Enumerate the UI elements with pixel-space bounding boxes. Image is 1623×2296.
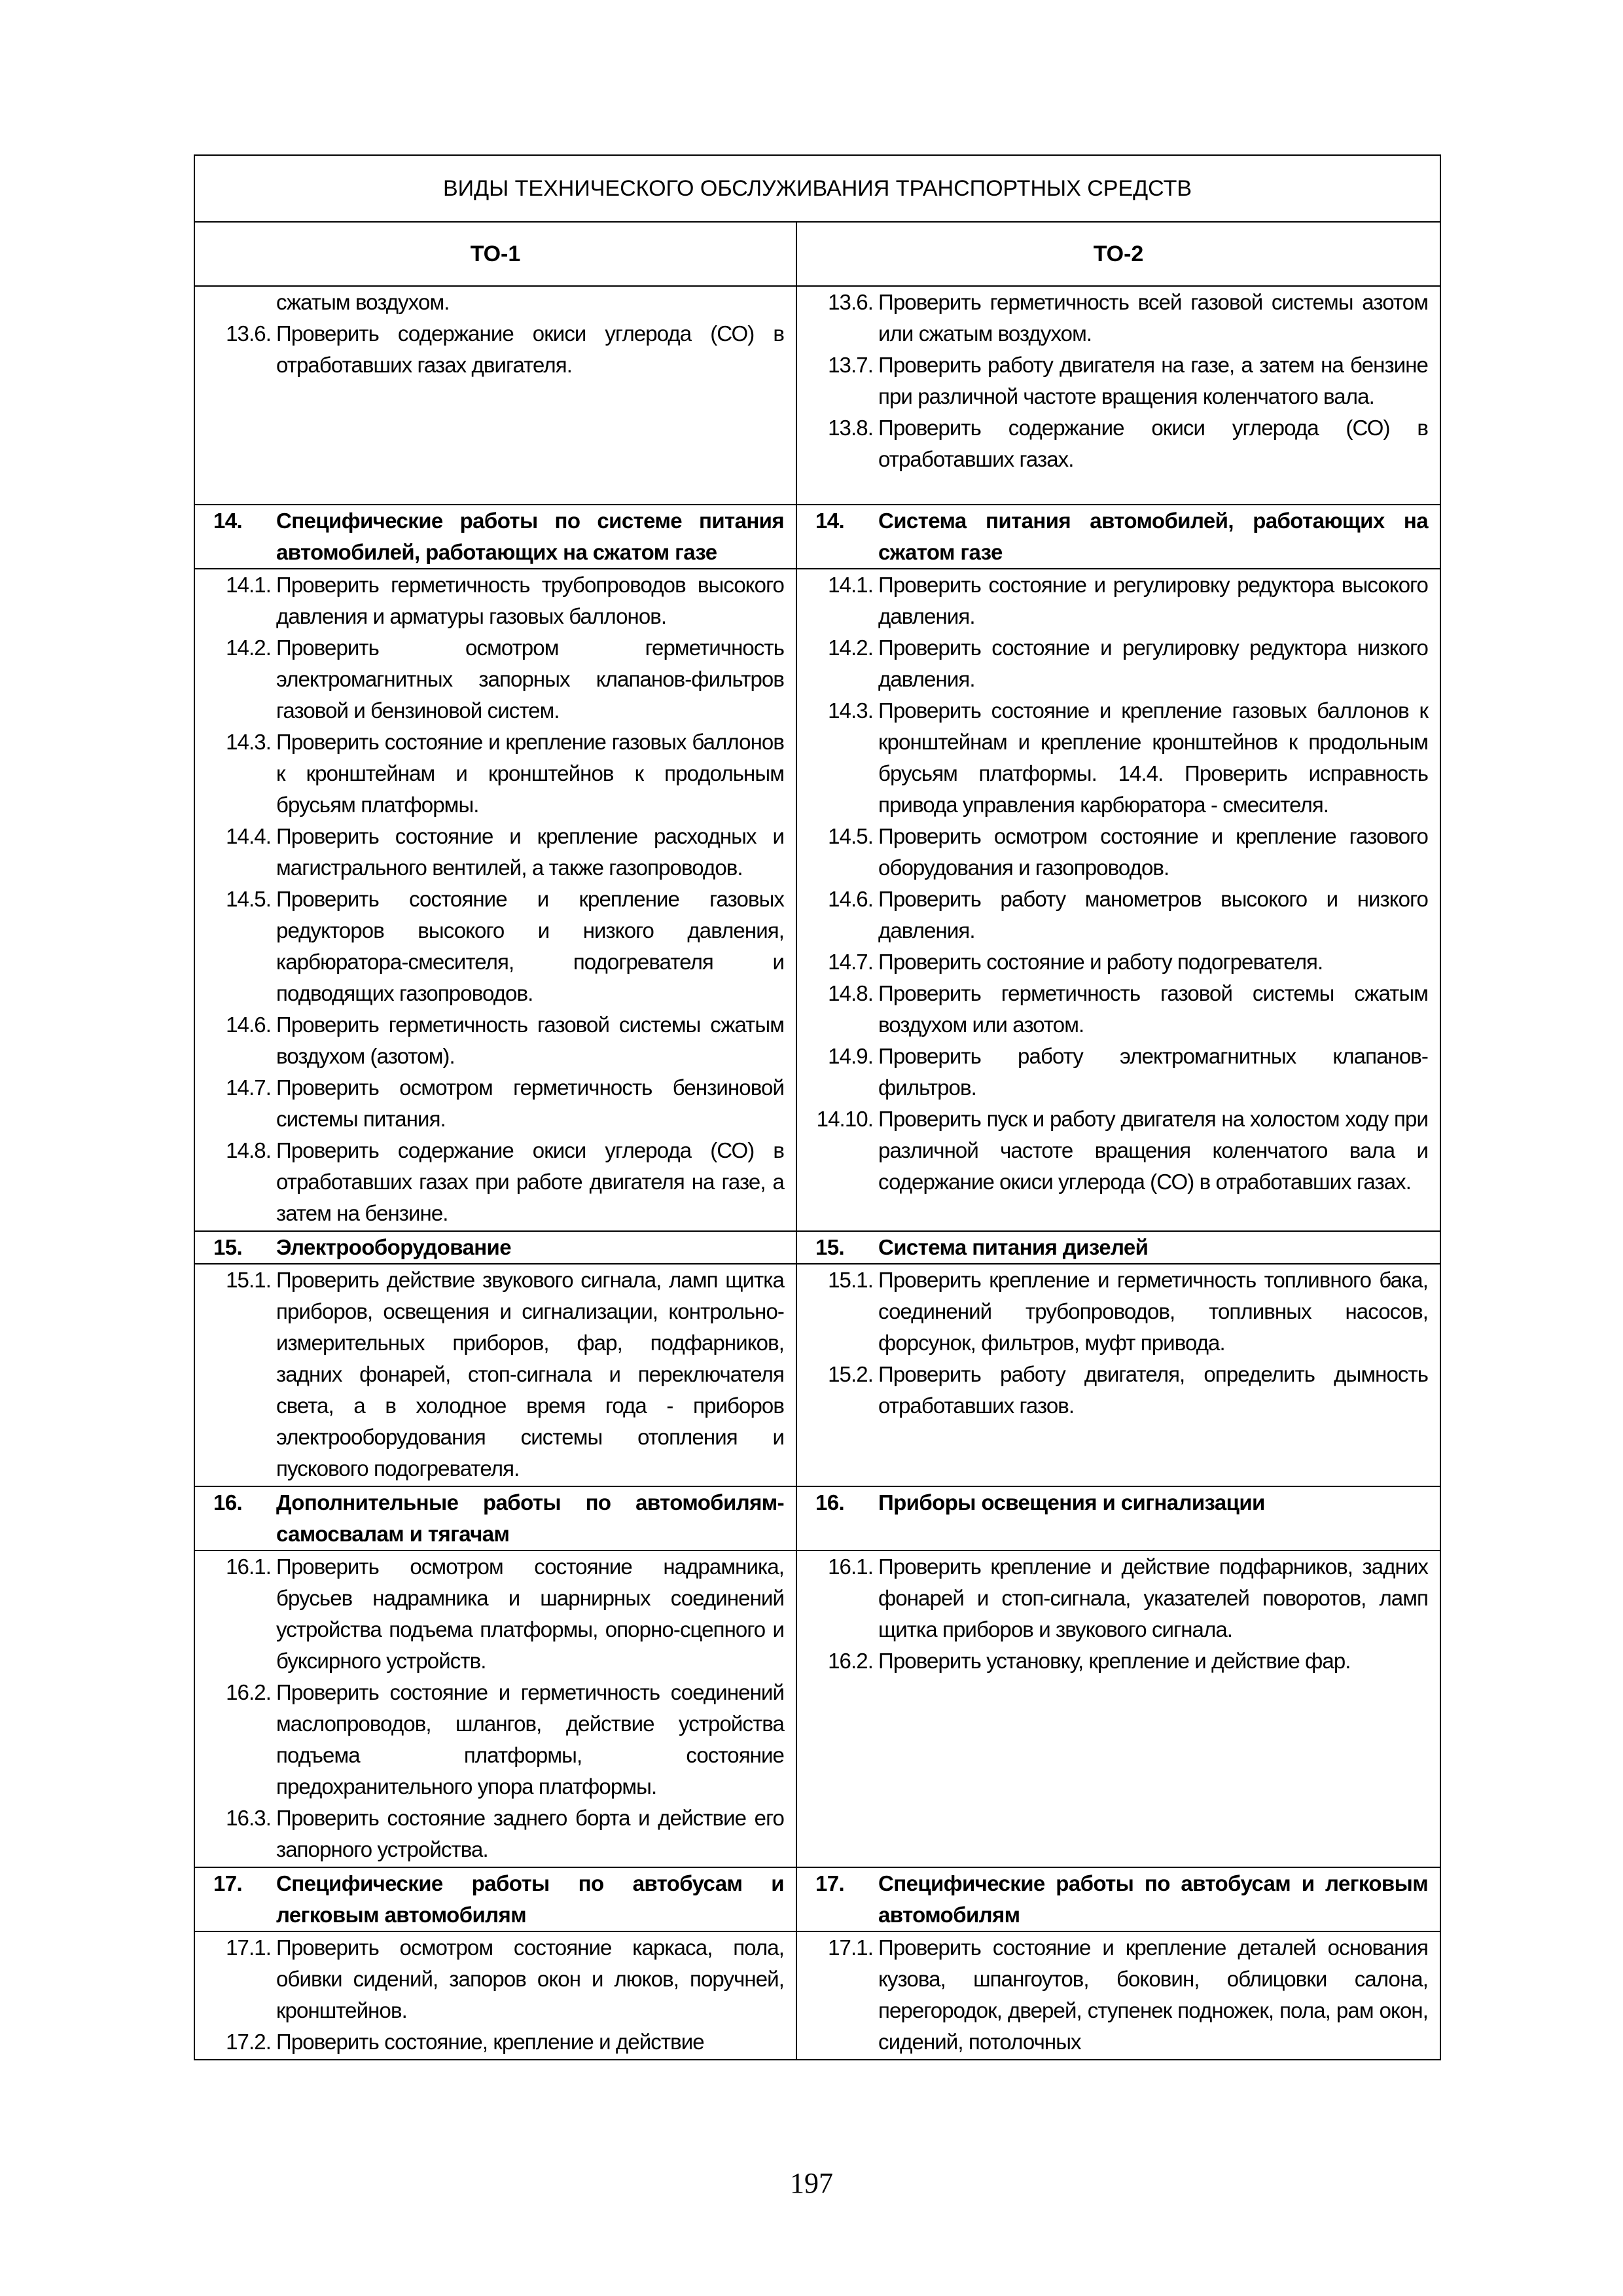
- to2-section-16-header: 16. Приборы освещения и сигнализации: [796, 1486, 1440, 1551]
- to1-section-15-header: 15. Электрооборудование: [194, 1231, 796, 1264]
- page-number: 197: [790, 2167, 833, 2199]
- maintenance-table: [194, 154, 1441, 2060]
- to2-cell-s15: [796, 1264, 1440, 1486]
- to1-cell-s15: [194, 1264, 796, 1486]
- list-item: 17.2. Проверить состояние, крепление и действие: [226, 2030, 704, 2054]
- to2-section-14-header: 14. Система питания автомобилей, работающих на сжатом газе: [796, 505, 1440, 569]
- list-item: 14.1. Проверить состояние и регулировку редуктора высокого давления.: [828, 573, 1429, 628]
- list-item: 14.4. Проверить состояние и крепление расходных и магистрального вентилей, а также газопроводов.: [226, 824, 784, 880]
- list-item: 13.8. Проверить содержание окиси углерода (СО) в отработавших газах.: [828, 416, 1429, 471]
- list-item: 16.1. Проверить осмотром состояние надрамника, брусьев надрамника и шарнирных соединений устройства подъема платформы, опорно-сцепного и буксирного устройств.: [226, 1554, 784, 1673]
- list-item: 14.9. Проверить работу электромагнитных клапанов-фильтров.: [828, 1044, 1429, 1100]
- list-item: 14.3. Проверить состояние и крепление газовых баллонов к кронштейнам и кронштейнов к продольным брусьям платформы.: [226, 730, 784, 817]
- to1-section-14-header: 14. Специфические работы по системе питания автомобилей, работающих на сжатом газе: [194, 505, 796, 569]
- to2-section-17-header: 17. Специфические работы по автобусам и легковым автомобилям: [796, 1867, 1440, 1931]
- list-item: 14.7. Проверить осмотром герметичность бензиновой системы питания.: [226, 1075, 784, 1131]
- list-item: 14.3. Проверить состояние и крепление газовых баллонов к кронштейнам и крепление кронштейнов к продольным брусьям платформы. 14.4. Проверить исправность привода управления карбюратора - смесителя.: [828, 698, 1429, 817]
- list-item: 14.10. Проверить пуск и работу двигателя на холостом ходу при различной частоте вращения коленчатого вала и содержание окиси углерода (СО) в отработавших газах.: [816, 1107, 1429, 1194]
- list-item: 14.6. Проверить работу манометров высокого и низкого давления.: [828, 887, 1429, 942]
- to2-cell-s17: [796, 1931, 1440, 2060]
- to2-cell-s14: [796, 569, 1440, 1231]
- list-item: 15.1. Проверить действие звукового сигнала, ламп щитка приборов, освещения и сигнализации, контрольно-измерительных приборов, фар, подфарников, задних фонарей, стоп-сигнала и переключателя света, а в холодное время года - приборов электрооборудования системы отопления и пускового подогревателя.: [226, 1268, 784, 1480]
- to1-cell-s16: [194, 1551, 796, 1867]
- list-item: сжатым воздухом.: [276, 290, 450, 314]
- list-item: 13.6. Проверить содержание окиси углерода (СО) в отработавших газах двигателя.: [226, 321, 784, 377]
- list-item: 13.7. Проверить работу двигателя на газе, а затем на бензине при различной частоте вращения коленчатого вала.: [828, 353, 1429, 408]
- list-item: 16.1. Проверить крепление и действие подфарников, задних фонарей и стоп-сигнала, указателей поворотов, ламп щитка приборов и звукового сигнала.: [828, 1554, 1429, 1641]
- list-item: 14.2. Проверить состояние и регулировку редуктора низкого давления.: [828, 636, 1429, 691]
- table-title: ВИДЫ ТЕХНИЧЕСКОГО ОБСЛУЖИВАНИЯ ТРАНСПОРТНЫХ СРЕДСТВ: [194, 155, 1440, 222]
- list-item: 16.2. Проверить состояние и герметичность соединений маслопроводов, шлангов, действие устройства подъема платформы, состояние предохранительного упора платформы.: [226, 1680, 784, 1799]
- list-item: 14.1. Проверить герметичность трубопроводов высокого давления и арматуры газовых баллонов.: [226, 573, 784, 628]
- list-item: 16.2. Проверить установку, крепление и действие фар.: [828, 1649, 1351, 1673]
- to1-cell-s14: [194, 569, 796, 1231]
- list-item: 14.7. Проверить состояние и работу подогревателя.: [828, 950, 1323, 974]
- to1-cell-s17: [194, 1931, 796, 2060]
- to1-section-16-header: 16. Дополнительные работы по автомобилям-самосвалам и тягачам: [194, 1486, 796, 1551]
- list-item: 16.3. Проверить состояние заднего борта и действие его запорного устройства.: [226, 1806, 784, 1861]
- to2-cell-s13: [796, 286, 1440, 505]
- column-header-to2: ТО-2: [796, 222, 1440, 286]
- list-item: 15.1. Проверить крепление и герметичность топливного бака, соединений трубопроводов, топливных насосов, форсунок, фильтров, муфт привода.: [828, 1268, 1429, 1355]
- list-item: 14.8. Проверить содержание окиси углерода (СО) в отработавших газах при работе двигателя на газе, а затем на бензине.: [226, 1138, 784, 1225]
- list-item: 14.2. Проверить осмотром герметичность электромагнитных запорных клапанов-фильтров газовой и бензиновой систем.: [226, 636, 784, 723]
- to2-section-15-header: 15. Система питания дизелей: [796, 1231, 1440, 1264]
- list-item: 14.6. Проверить герметичность газовой системы сжатым воздухом (азотом).: [226, 1013, 784, 1068]
- list-item: 17.1. Проверить состояние и крепление деталей основания кузова, шпангоутов, боковин, облицовки салона, перегородок, дверей, ступенек подножек, пола, рам окон, сидений, потолочных: [828, 1935, 1429, 2054]
- list-item: 14.5. Проверить осмотром состояние и крепление газового оборудования и газопроводов.: [828, 824, 1429, 880]
- list-item: 14.8. Проверить герметичность газовой системы сжатым воздухом или азотом.: [828, 981, 1429, 1037]
- list-item: 15.2. Проверить работу двигателя, определить дымность отработавших газов.: [828, 1362, 1429, 1418]
- list-item: 14.5. Проверить состояние и крепление газовых редукторов высокого и низкого давления, карбюратора-смесителя, подогревателя и подводящих газопроводов.: [226, 887, 784, 1005]
- column-header-to1: ТО-1: [194, 222, 796, 286]
- to1-section-17-header: 17. Специфические работы по автобусам и легковым автомобилям: [194, 1867, 796, 1931]
- list-item: 17.1. Проверить осмотром состояние каркаса, пола, обивки сидений, запоров окон и люков, поручней, кронштейнов.: [226, 1935, 784, 2022]
- to2-cell-s16: [796, 1551, 1440, 1867]
- to1-cell-s13: [194, 286, 796, 505]
- list-item: 13.6. Проверить герметичность всей газовой системы азотом или сжатым воздухом.: [828, 290, 1429, 346]
